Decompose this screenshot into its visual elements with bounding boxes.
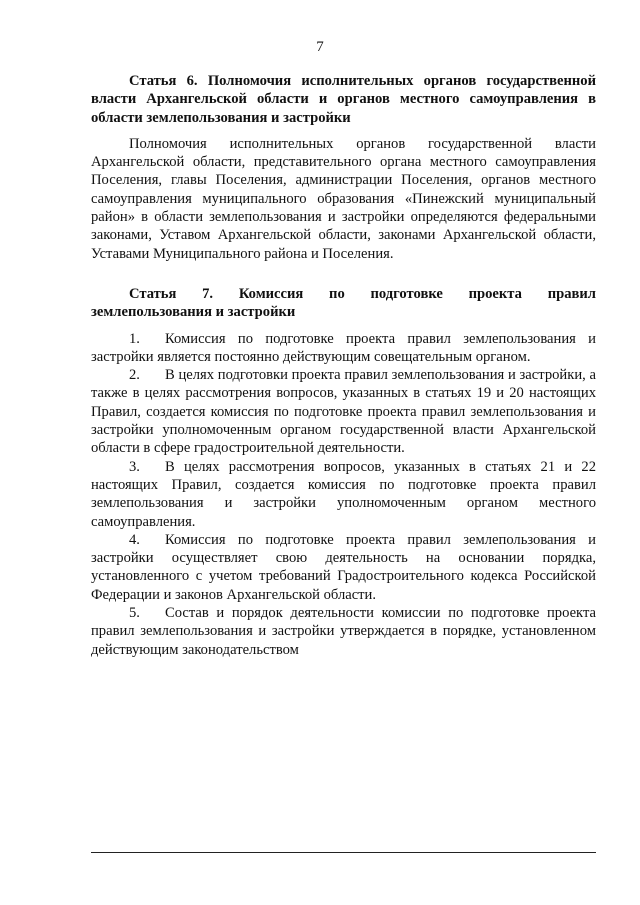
- item-text: В целях подготовки проекта правил землепользования и застройки, а также в целях рассмотрения вопросов, указанных в статьях 19 и 20 настоящих Правил, создается комиссия по подготовке проекта правил землепользования и застройки уполномоченным органом государственной власти Архангельской области в сфере градостроительной деятельности.: [91, 367, 596, 457]
- spacer: [91, 263, 596, 285]
- item-number: 3.: [129, 458, 140, 475]
- article-7-heading-line-2: землепользования и застройки: [91, 304, 296, 321]
- article-7-item-4: [91, 531, 596, 604]
- spacer: [91, 127, 596, 135]
- article-7-item-3: [91, 458, 596, 531]
- document-body: [91, 72, 596, 659]
- item-text: В целях рассмотрения вопросов, указанных в статьях 21 и 22 настоящих Правил, создается комиссия по подготовке проекта правил землепользования и застройки уполномоченным органом местного самоуправления.: [91, 458, 596, 530]
- article-7-heading-line-1: Статья 7. Комиссия по подготовке проекта правил: [129, 285, 596, 302]
- article-7-item-1: [91, 330, 596, 367]
- item-text: Комиссия по подготовке проекта правил землепользования и застройки является постоянно действующим совещательным органом.: [91, 330, 596, 365]
- item-number: 2.: [129, 367, 140, 384]
- footer-rule: [91, 852, 596, 853]
- item-text: Состав и порядок деятельности комиссии по подготовке проекта правил землепользования и застройки утверждается в порядке, установленном действующим законодательством: [91, 605, 596, 658]
- article-7-item-2: [91, 366, 596, 457]
- page-number: 7: [316, 39, 324, 55]
- spacer: [91, 322, 596, 330]
- article-6-heading: Статья 6. Полномочия исполнительных органов государственной власти Архангельской области и органов местного самоуправления в области землепользования и застройки: [91, 73, 596, 126]
- item-text: Комиссия по подготовке проекта правил землепользования и застройки осуществляет свою деятельность на основании порядка, установленного с учетом требований Градостроительного кодекса Российской Федерации и законов Архангельской области.: [91, 531, 596, 603]
- article-7-item-5: [91, 604, 596, 659]
- item-number: 1.: [129, 330, 140, 347]
- item-number: 5.: [129, 605, 140, 622]
- item-number: 4.: [129, 531, 140, 548]
- article-6-paragraph: Полномочия исполнительных органов государственной власти Архангельской области, представительного органа местного самоуправления Поселения, главы Поселения, администрации Поселения, органов местного самоуправления муниципального образования «Пинежский муниципальный район» в области землепользования и застройки определяются федеральными законами, Уставом Архангельской области, законами Архангельской области, Уставами Муниципального района и Поселения.: [91, 135, 596, 262]
